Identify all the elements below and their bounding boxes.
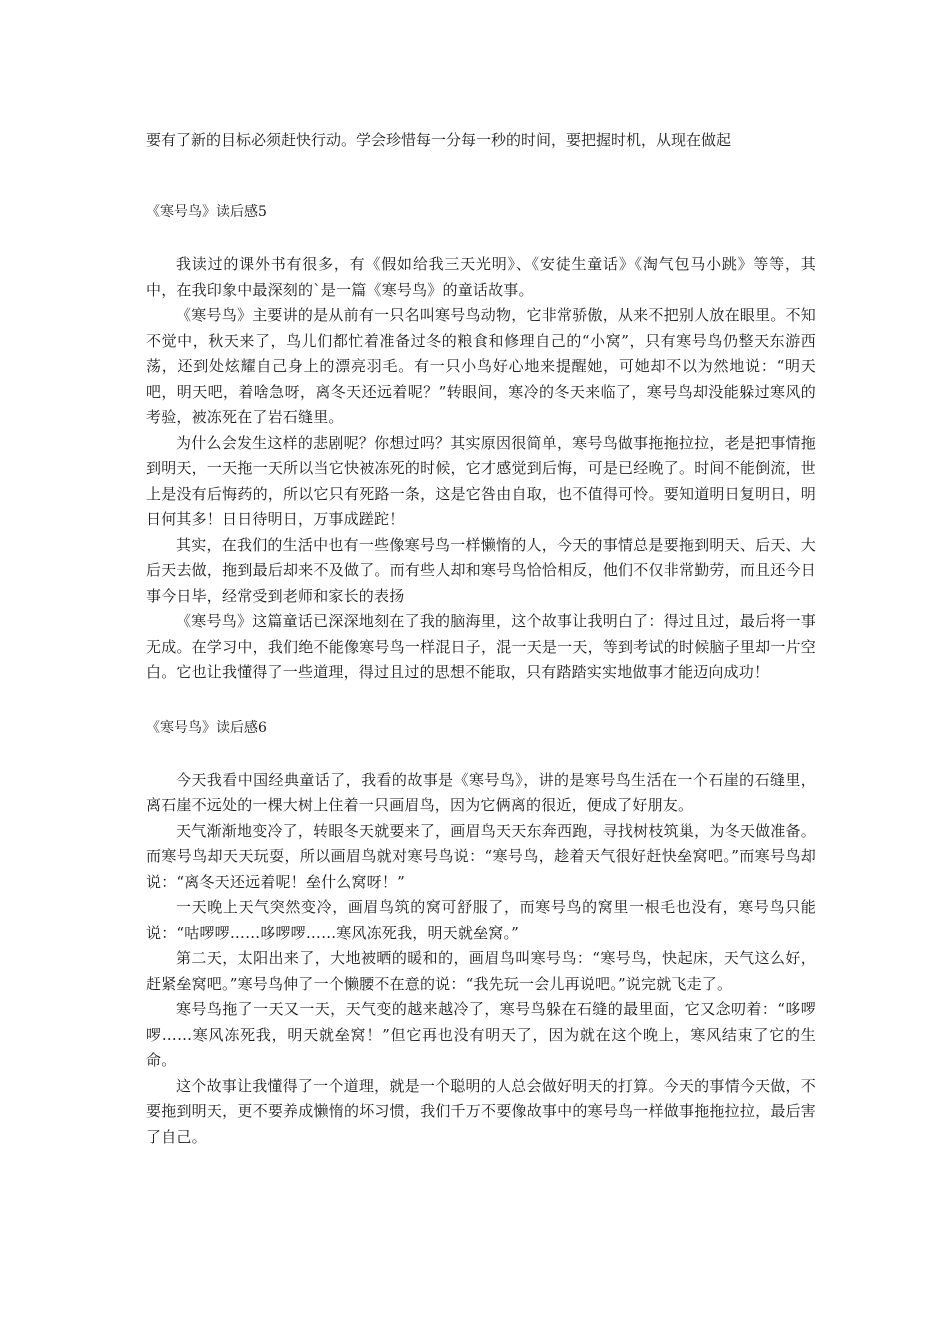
section-body-5 <box>146 252 816 686</box>
paragraph: 这个故事让我懂得了一个道理，就是一个聪明的人总会做好明天的打算。今天的事情今天做，不要拖到明天，更不要养成懒惰的坏习惯，我们千万不要像故事中的寒号鸟一样做事拖拖拉拉，最后害了自己。 <box>146 1076 816 1146</box>
paragraph: 今天我看中国经典童话了，我看的故事是《寒号鸟》，讲的是寒号鸟生活在一个石崖的石缝里，离石崖不远处的一棵大树上住着一只画眉鸟，因为它俩离的很近，便成了好朋友。 <box>146 770 816 814</box>
paragraph: 其实，在我们的生活中也有一些像寒号鸟一样懒惰的人，今天的事情总是要拖到明天、后天、大后天去做，拖到最后却来不及做了。而有些人却和寒号鸟恰恰相反，他们不仅非常勤劳，而且还今日事今日毕，经常受到老师和家长的表扬 <box>146 535 816 605</box>
section-title-5: 《寒号鸟》读后感5 <box>146 204 267 220</box>
section-title-6: 《寒号鸟》读后感6 <box>146 719 267 736</box>
paragraph: 第二天，太阳出来了，大地被晒的暖和的，画眉鸟叫寒号鸟：“寒号鸟，快起床，天气这么好，赶紧垒窝吧。”寒号鸟伸了一个懒腰不在意的说：“我先玩一会儿再说吧。”说完就飞走了。 <box>146 949 816 993</box>
paragraph: 《寒号鸟》这篇童话已深深地刻在了我的脑海里，这个故事让我明白了：得过且过，最后将一事无成。在学习中，我们绝不能像寒号鸟一样混日子，混一天是一天，等到考试的时候脑子里却一片空白。它也让我懂得了一些道理，得过且过的思想不能取，只有踏踏实实地做事才能迈向成功！ <box>146 612 816 681</box>
lead-line: 要有了新的目标必须赶快行动。学会珍惜每一分每一秒的时间，要把握时机，从现在做起 <box>146 131 732 149</box>
section-body-6 <box>146 768 816 1151</box>
paragraph: 寒号鸟拖了一天又一天，天气变的越来越冷了，寒号鸟躲在石缝的最里面，它又念叨着：“哆啰啰……寒风冻死我，明天就垒窝！”但它再也没有明天了，因为就在这个晚上，寒风结束了它的生命。 <box>146 1000 816 1069</box>
paragraph: 为什么会发生这样的悲剧呢？你想过吗？其实原因很简单，寒号鸟做事拖拖拉拉，老是把事情拖到明天，一天拖一天所以当它快被冻死的时候，它才感觉到后悔，可是已经晚了。时间不能倒流，世上是没有后悔药的，所以它只有死路一条，这是它咎由自取，也不值得可怜。要知道明日复明日，明日何其多！日日待明日，万事成蹉跎！ <box>146 433 816 528</box>
paragraph: 我读过的课外书有很多，有《假如给我三天光明》、《安徒生童话》《淘气包马小跳》等等，其中，在我印象中最深刻的`是一篇《寒号鸟》的童话故事。 <box>146 255 816 299</box>
paragraph: 天气渐渐地变冷了，转眼冬天就要来了，画眉鸟天天东奔西跑，寻找树枝筑巢，为冬天做准备。而寒号鸟却天天玩耍，所以画眉鸟就对寒号鸟说：“寒号鸟，趁着天气很好赶快垒窝吧。”而寒号鸟却说：“离冬天还远着呢！垒什么窝呀！” <box>146 821 816 891</box>
paragraph: 《寒号鸟》主要讲的是从前有一只名叫寒号鸟动物，它非常骄傲，从来不把别人放在眼里。不知不觉中，秋天来了，鸟儿们都忙着准备过冬的粮食和修理自己的“小窝”，只有寒号鸟仍整天东游西荡，还到处炫耀自己身上的漂亮羽毛。有一只小鸟好心地来提醒她，可她却不以为然地说：“明天吧，明天吧，着啥急呀，离冬天还远着呢？”转眼间，寒冷的冬天来临了，寒号鸟却没能躲过寒风的考验，被冻死在了岩石缝里。 <box>146 306 816 426</box>
document-content <box>146 130 816 1150</box>
paragraph: 一天晚上天气突然变冷，画眉鸟筑的窝可舒服了，而寒号鸟的窝里一根毛也没有，寒号鸟只能说：“咕啰啰……哆啰啰……寒风冻死我，明天就垒窝。” <box>146 898 816 942</box>
